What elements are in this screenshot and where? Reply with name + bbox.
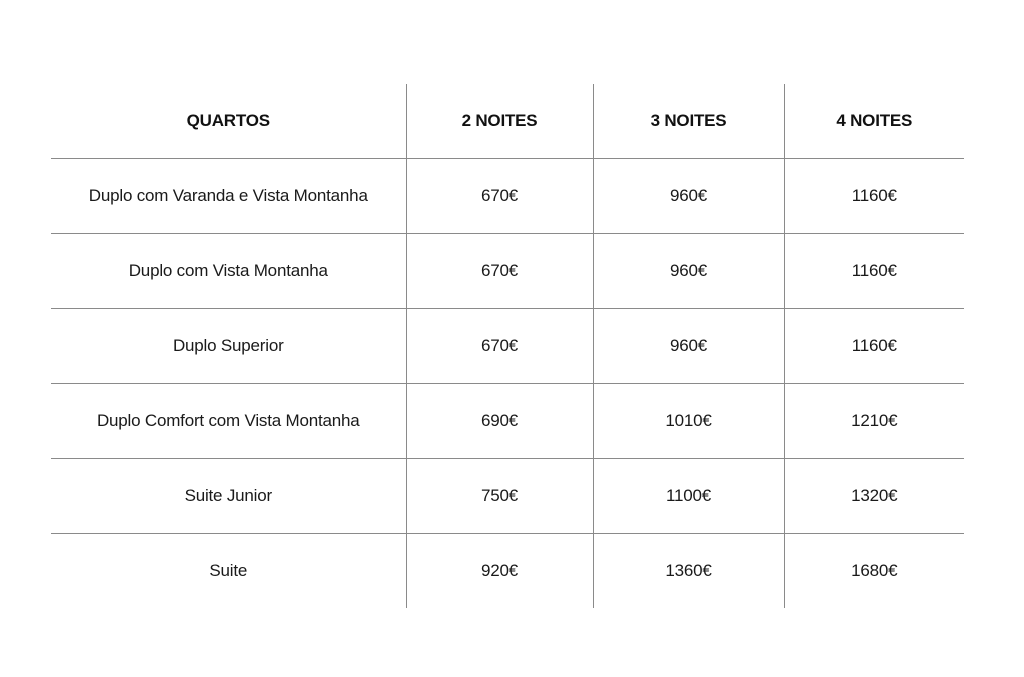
- price-2-nights: 920€: [406, 534, 593, 609]
- price-2-nights: 670€: [406, 309, 593, 384]
- table-row: [51, 534, 964, 609]
- table-header: [51, 84, 964, 159]
- price-3-nights: 960€: [593, 234, 784, 309]
- price-3-nights: 960€: [593, 309, 784, 384]
- table-row: [51, 384, 964, 459]
- room-name: Duplo Superior: [51, 309, 406, 384]
- price-4-nights: 1320€: [784, 459, 964, 534]
- price-2-nights: 670€: [406, 234, 593, 309]
- header-rooms: QUARTOS: [51, 84, 406, 159]
- table-row: [51, 234, 964, 309]
- table-body: [51, 159, 964, 609]
- header-3-nights: 3 NOITES: [593, 84, 784, 159]
- room-name: Duplo com Vista Montanha: [51, 234, 406, 309]
- price-2-nights: 750€: [406, 459, 593, 534]
- price-4-nights: 1160€: [784, 234, 964, 309]
- price-4-nights: 1160€: [784, 309, 964, 384]
- table-row: [51, 159, 964, 234]
- header-row: [51, 84, 964, 159]
- table-row: [51, 309, 964, 384]
- price-4-nights: 1680€: [784, 534, 964, 609]
- header-4-nights: 4 NOITES: [784, 84, 964, 159]
- price-2-nights: 690€: [406, 384, 593, 459]
- table-row: [51, 459, 964, 534]
- price-3-nights: 1010€: [593, 384, 784, 459]
- price-3-nights: 960€: [593, 159, 784, 234]
- room-name: Suite: [209, 561, 248, 580]
- room-name: Duplo com Varanda e Vista Montanha: [51, 159, 406, 234]
- price-3-nights: 1360€: [593, 534, 784, 609]
- room-name: Suite Junior: [51, 459, 406, 534]
- price-3-nights: 1100€: [593, 459, 784, 534]
- header-2-nights: 2 NOITES: [406, 84, 593, 159]
- room-name: Duplo Comfort com Vista Montanha: [51, 384, 406, 459]
- price-4-nights: 1210€: [784, 384, 964, 459]
- price-2-nights: 670€: [406, 159, 593, 234]
- price-table: [51, 84, 964, 608]
- price-4-nights: 1160€: [784, 159, 964, 234]
